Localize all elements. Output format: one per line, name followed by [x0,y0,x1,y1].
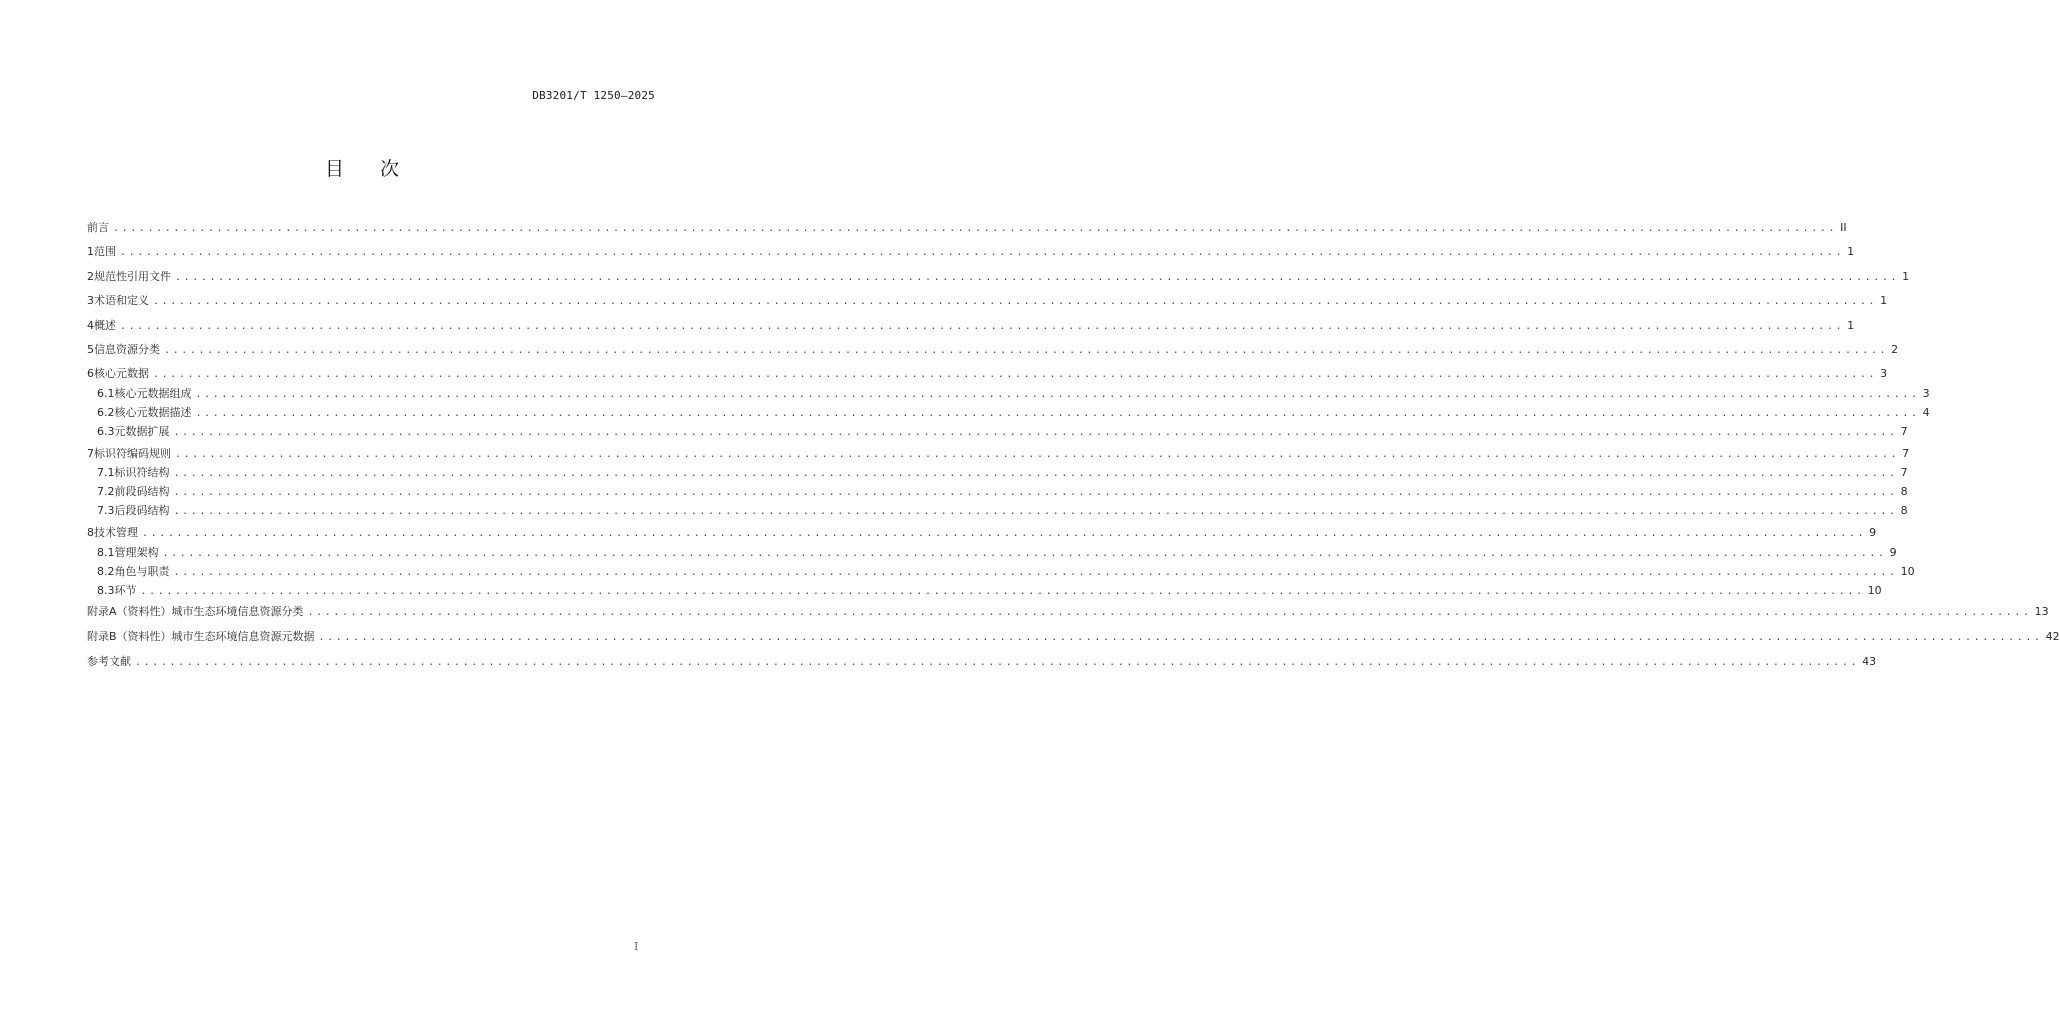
toc-entry-number: 4 [87,319,94,332]
toc-entry-page: 9 [1889,546,1897,559]
toc-entry[interactable] [87,341,1899,357]
toc-entry-number: 8.1 [97,546,115,559]
toc-entry-label: 城市生态环境信息资源分类 [171,605,304,618]
toc-entry[interactable] [87,317,1855,333]
page-title: 目次 [324,158,435,180]
toc-entry[interactable] [87,268,1910,284]
toc-entry-page: 3 [1922,387,1930,400]
toc-entry-number: 8 [87,526,94,539]
toc-entry[interactable] [87,653,1877,669]
toc-entry-page: 8 [1900,504,1908,517]
toc-entry-number: 6.2 [97,406,115,419]
toc-entry-label: 核心元数据 [94,367,149,380]
toc-entry[interactable] [97,385,1930,401]
toc-dot-leader: ........................................................................................................................................................................................................ [120,247,1845,258]
toc-entry-number: 5 [87,343,94,356]
toc-entry[interactable] [97,423,1908,439]
toc-entry-label: 后段码结构 [114,504,170,517]
toc-entry[interactable] [97,582,1882,598]
toc-dot-leader: ........................................................................................................................................................................................................ [173,468,1898,479]
toc-dot-leader: ........................................................................................................................................................................................................ [173,506,1898,517]
toc-dot-leader: ........................................................................................................................................................................................................ [153,369,1878,380]
toc-entry-number: 7 [87,447,94,460]
toc-entry[interactable] [97,404,1930,420]
toc-dot-leader: ........................................................................................................................................................................................................ [195,389,1920,400]
toc-entry-number: 1 [87,245,94,258]
toc-dot-leader: ........................................................................................................................................................................................................ [173,487,1898,498]
toc-entry-label: 信息资源分类 [94,343,160,356]
toc-entry-page: 1 [1902,270,1910,283]
toc-dot-leader: ........................................................................................................................................................................................................ [307,607,2032,618]
document-code: DB3201/T 1250—2025 [532,89,655,102]
toc-entry-label: 范围 [94,245,116,258]
toc-dot-leader: ........................................................................................................................................................................................................ [173,427,1898,438]
toc-entry-page: 7 [1900,425,1908,438]
toc-entry-label: 术语和定义 [94,294,149,307]
toc-dot-leader: ........................................................................................................................................................................................................ [142,528,1867,539]
toc-entry[interactable] [87,243,1855,259]
toc-entry-page: 42 [2045,630,2060,643]
toc-entry-page: 43 [1862,655,1877,668]
toc-entry-page: 1 [1847,319,1855,332]
toc-entry[interactable] [87,219,1847,235]
toc-entry-number: 3 [87,294,94,307]
toc-entry[interactable] [97,502,1908,518]
toc-entry-number: 附录A（资料性） [87,605,172,618]
toc-entry-page: 9 [1869,526,1877,539]
toc-entry-number: 6 [87,367,94,380]
toc-entry-page: 1 [1880,294,1888,307]
toc-dot-leader: ........................................................................................................................................................................................................ [140,586,1865,597]
toc-entry-label: 前言 [87,221,109,234]
toc-entry[interactable] [97,544,1897,560]
toc-entry-number: 8.2 [97,565,115,578]
toc-entry-number: 7.2 [97,485,115,498]
toc-entry-label: 技术管理 [94,526,138,539]
toc-entry-page: 3 [1880,367,1888,380]
toc-entry-page: 7 [1900,466,1908,479]
toc-entry-page: 7 [1902,447,1910,460]
toc-entry-page: 10 [1867,584,1882,597]
toc-entry-label: 角色与职责 [114,565,170,578]
toc-entry-page: 10 [1900,565,1915,578]
toc-dot-leader: ........................................................................................................................................................................................................ [162,548,1887,559]
toc-dot-leader: ........................................................................................................................................................................................................ [318,632,2043,643]
toc-entry-page: 2 [1891,343,1899,356]
toc-entry-label: 核心元数据组成 [114,387,192,400]
toc-entry-page: 1 [1847,245,1855,258]
toc-entry[interactable] [97,464,1908,480]
toc-entry-number: 8.3 [97,584,115,597]
toc-entry-number: 6.3 [97,425,115,438]
toc-entry-number: 7.1 [97,466,115,479]
toc-dot-leader: ........................................................................................................................................................................................................ [175,449,1900,460]
toc-entry[interactable] [87,365,1888,381]
toc-dot-leader: ........................................................................................................................................................................................................ [173,567,1898,578]
toc-dot-leader: ........................................................................................................................................................................................................ [164,345,1889,356]
toc-dot-leader: ........................................................................................................................................................................................................ [113,223,1838,234]
toc-entry-label: 标识符结构 [114,466,170,479]
toc-entry-number: 6.1 [97,387,115,400]
toc-entry-label: 标识符编码规则 [94,447,171,460]
toc-entry-page: II [1840,221,1847,234]
toc-entry[interactable] [87,292,1888,308]
toc-entry-number: 2 [87,270,94,283]
toc-entry-label: 前段码结构 [114,485,170,498]
toc-entry-label: 元数据扩展 [114,425,170,438]
toc-dot-leader: ........................................................................................................................................................................................................ [153,296,1878,307]
toc-entry-page: 8 [1900,485,1908,498]
footer-page-number: I [634,940,639,953]
toc-entry[interactable] [87,603,2049,619]
toc-entry-number: 7.3 [97,504,115,517]
toc-dot-leader: ........................................................................................................................................................................................................ [135,657,1860,668]
toc-entry[interactable] [87,628,2060,644]
toc-entry-label: 环节 [114,584,137,597]
toc-dot-leader: ........................................................................................................................................................................................................ [175,272,1900,283]
toc-entry[interactable] [87,524,1877,540]
toc-entry-page: 13 [2034,605,2049,618]
toc-entry-label: 城市生态环境信息资源元数据 [171,630,315,643]
toc-entry-label: 规范性引用文件 [94,270,171,283]
toc-entry-label: 参考文献 [87,655,131,668]
toc-entry[interactable] [87,445,1910,461]
toc-entry[interactable] [97,483,1908,499]
toc-dot-leader: ........................................................................................................................................................................................................ [195,408,1920,419]
toc-entry-label: 概述 [94,319,116,332]
toc-entry-label: 管理架构 [114,546,159,559]
toc-entry-number: 附录B（资料性） [87,630,172,643]
toc-entry[interactable] [97,563,1915,579]
toc-entry-label: 核心元数据描述 [114,406,192,419]
toc-entry-page: 4 [1922,406,1930,419]
toc-dot-leader: ........................................................................................................................................................................................................ [120,321,1845,332]
